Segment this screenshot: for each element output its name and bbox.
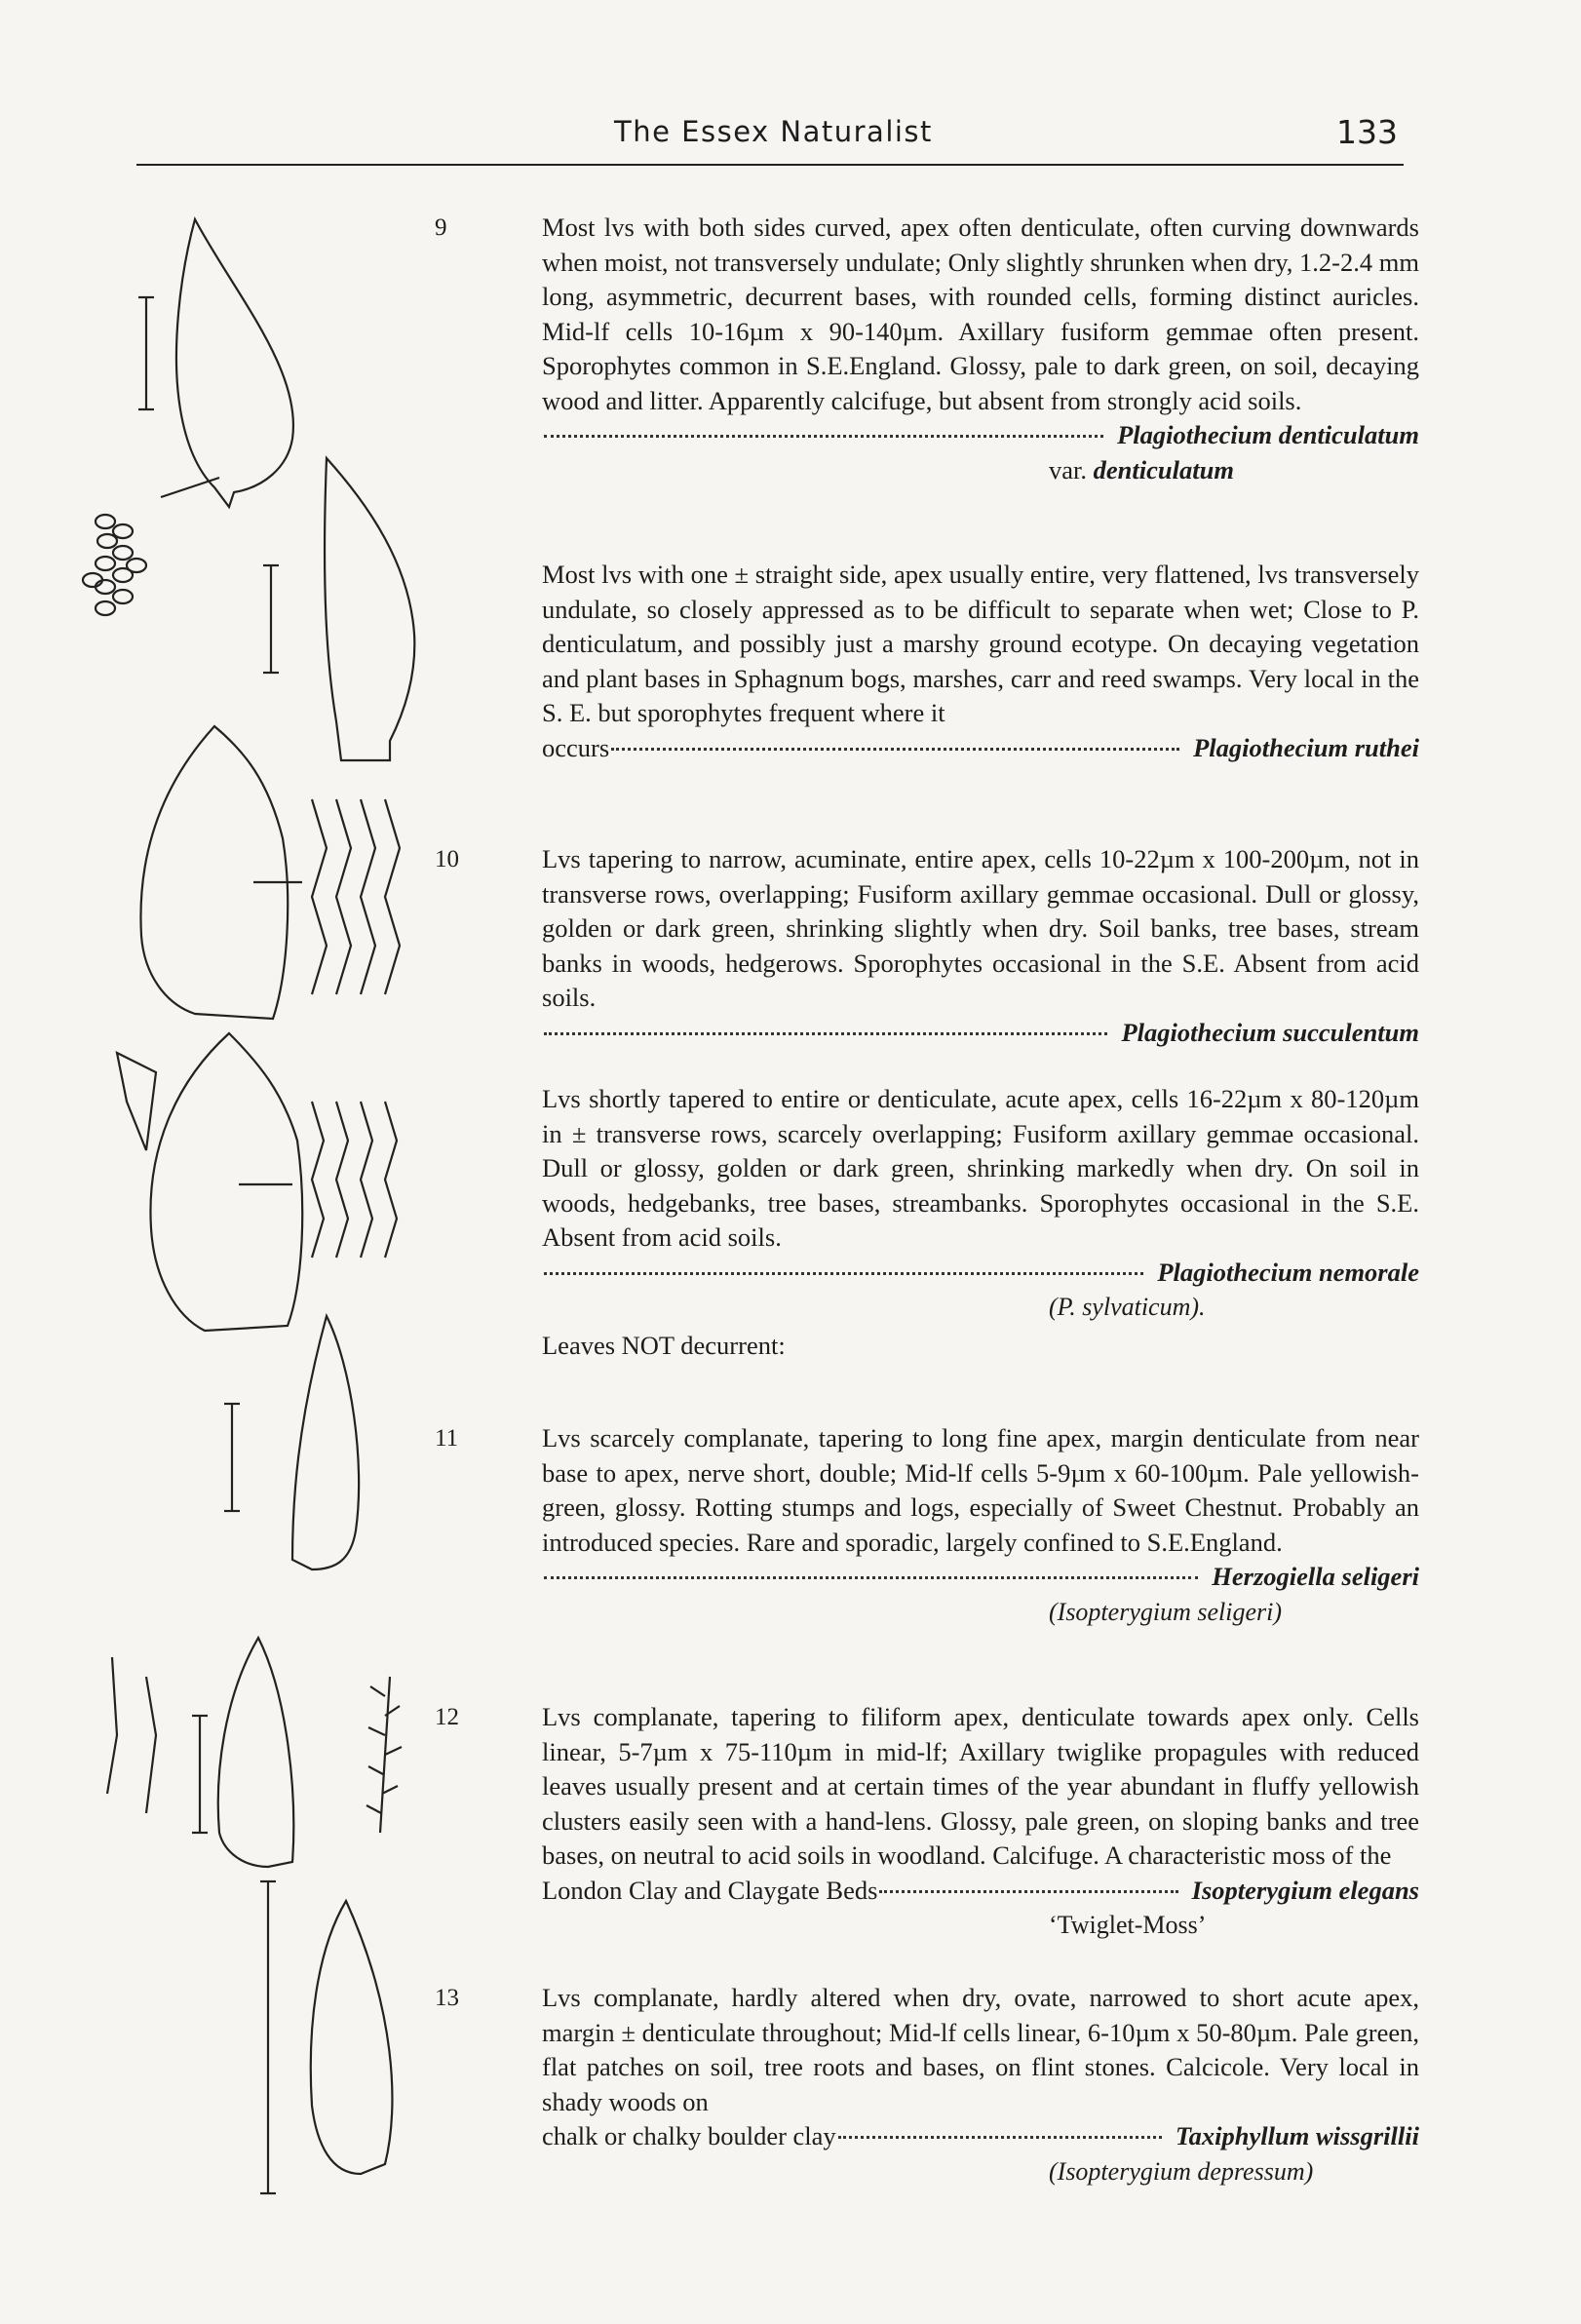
couplet-number-12: 12 xyxy=(435,1704,459,1730)
taxon-name: Plagiothecium ruthei xyxy=(1193,732,1419,762)
figure-9b-leaf xyxy=(263,458,414,760)
lead-text: Most lvs with both sides curved, apex often denticulate, often curving downwards when moist, not transversely undulate; Only slightly shrunken when dry, 1.2-2.4 mm long, asymmetric, decurrent bases, with rounded cells, forming distinct auricles. Mid-lf cells 10-16µm x 90-140µm. Axillary fusiform gemmae often present. Sporophytes common in S.E.England. Glossy, pale to dark green, on soil, decaying wood and litter. Apparently calcifuge, but absent from strongly acid soils. xyxy=(542,213,1419,415)
couplet-9-lead-b xyxy=(542,558,1419,765)
couplet-13-entry xyxy=(542,1981,1419,2188)
lead-result xyxy=(542,1874,1419,1909)
couplet-12-entry xyxy=(542,1700,1419,1943)
tail-text: London Clay and Claygate Beds xyxy=(542,1875,878,1905)
figure-9-auricle-cells xyxy=(83,478,219,615)
couplet-10-lead-b xyxy=(542,1082,1419,1363)
tail-word: occurs xyxy=(542,732,610,762)
dot-leader xyxy=(879,1890,1177,1893)
page-number: 133 xyxy=(1336,113,1398,151)
leaf-illustrations xyxy=(0,0,429,2324)
couplet-10-lead-a xyxy=(542,842,1419,1050)
taxon-name: Plagiothecium nemorale xyxy=(1157,1257,1419,1287)
figure-12-leaf xyxy=(107,1638,293,1867)
dot-leader xyxy=(838,2136,1162,2139)
lead-text: Lvs scarcely complanate, tapering to long fine apex, margin denticulate from near base to apex, nerve short, double; Mid-lf cells 5-9µm x 60-100µm. Pale yellowish-green, glossy. Rotting stumps and logs, especially of Sweet Chestnut. Probably an introduced species. Rare and sporadic, largely confined to S.E.England. xyxy=(542,1423,1419,1557)
taxon-name: Isopterygium elegans xyxy=(1191,1875,1419,1905)
couplet-number-13: 13 xyxy=(435,1985,459,2011)
dot-leader xyxy=(544,1576,1198,1579)
lead-text: Lvs complanate, tapering to filiform apex, denticulate towards apex only. Cells linear, 5-7µm x 75-110µm in mid-lf; Axillary twiglike propagules with reduced leaves usually present and at certain times of the year abundant in fluffy yellowish clusters easily seen with a hand-lens. Glossy, pale green, on sloping banks and tree bases, on neutral to acid soils in woodland. Calcifuge. A characteristic moss of the xyxy=(542,1702,1419,1870)
figure-10-cells xyxy=(312,799,429,1121)
taxon-name: Plagiothecium succulentum xyxy=(1121,1017,1419,1047)
lead-text: Most lvs with one ± straight side, apex usually entire, very flattened, lvs transversely undulate, so closely appressed as to be difficult to separate when wet; Close to P. denticulatum, and possibly just a marshy ground ecotype. On decaying vegetation and plant bases in Sphagnum bogs, marshes, carr and reed swamps. Very local in the S. E. but sporophytes frequent where it xyxy=(542,560,1419,727)
tail-text: chalk or chalky boulder clay xyxy=(542,2121,836,2150)
taxon-synonym: (Isopterygium seligeri) xyxy=(1049,1597,1283,1626)
lead-result xyxy=(542,2119,1419,2154)
couplet-11-entry xyxy=(542,1421,1419,1629)
dot-leader xyxy=(544,1032,1107,1035)
lead-result xyxy=(542,1016,1419,1051)
dot-leader xyxy=(544,435,1103,438)
figure-13-leaf xyxy=(260,1881,392,2193)
couplet-number-10: 10 xyxy=(435,846,459,872)
taxon-variety: var. denticulatum xyxy=(1049,454,1234,484)
lead-result xyxy=(542,1256,1419,1291)
key-continuation: Leaves NOT decurrent: xyxy=(542,1330,786,1360)
taxon-name: Herzogiella seligeri xyxy=(1212,1562,1419,1591)
figure-10b-leaf xyxy=(117,1033,302,1331)
figure-9-leaf xyxy=(138,219,293,507)
dot-leader xyxy=(611,748,1179,751)
lead-result xyxy=(542,1560,1419,1595)
figure-10b-cells xyxy=(312,1102,397,1258)
lead-text: Lvs shortly tapered to entire or denticulate, acute apex, cells 16-22µm x 80-120µm in ± transverse rows, scarcely overlapping; Fusiform axillary gemmae occasional. Dull or glossy, golden or dark green, shrinking markedly when dry. On soil in woods, hedgebanks, tree bases, streambanks. Sporophytes occasional in the S.E. Absent from acid soils. xyxy=(542,1084,1419,1252)
lead-result xyxy=(542,731,1419,766)
figure-10-leaf xyxy=(140,726,302,1019)
couplet-9-lead-a xyxy=(542,211,1419,487)
dot-leader xyxy=(544,1272,1143,1275)
lead-text: Lvs tapering to narrow, acuminate, entire apex, cells 10-22µm x 100-200µm, not in transverse rows, overlapping; Fusiform axillary gemmae occasional. Dull or glossy, golden or dark green, shrinking slightly when dry. Soil banks, tree bases, stream banks in woods, hedgerows. Sporophytes occasional in the S.E. Absent from acid soils. xyxy=(542,844,1419,1012)
taxon-synonym: (P. sylvaticum). xyxy=(1049,1293,1206,1321)
common-name: ‘Twiglet-Moss’ xyxy=(1049,1911,1207,1939)
lead-text: Lvs complanate, hardly altered when dry, ovate, narrowed to short acute apex, margin ± denticulate throughout; Mid-lf cells linear, 6-10µm x 50-80µm. Pale green, flat patches on soil, tree roots and bases, on flint stones. Calcicole. Very local in shady woods on xyxy=(542,1983,1419,2116)
taxon-synonym: (Isopterygium depressum) xyxy=(1049,2156,1314,2186)
taxon-name: Taxiphyllum wissgrillii xyxy=(1175,2121,1419,2150)
couplet-number-11: 11 xyxy=(435,1425,459,1452)
journal-title: The Essex Naturalist xyxy=(614,115,933,148)
taxon-name: Plagiothecium denticulatum xyxy=(1117,420,1419,449)
figure-12-shoot xyxy=(366,1677,402,1833)
couplet-number-9: 9 xyxy=(435,214,447,241)
lead-result xyxy=(542,418,1419,453)
figure-11-leaf xyxy=(224,1316,359,1569)
